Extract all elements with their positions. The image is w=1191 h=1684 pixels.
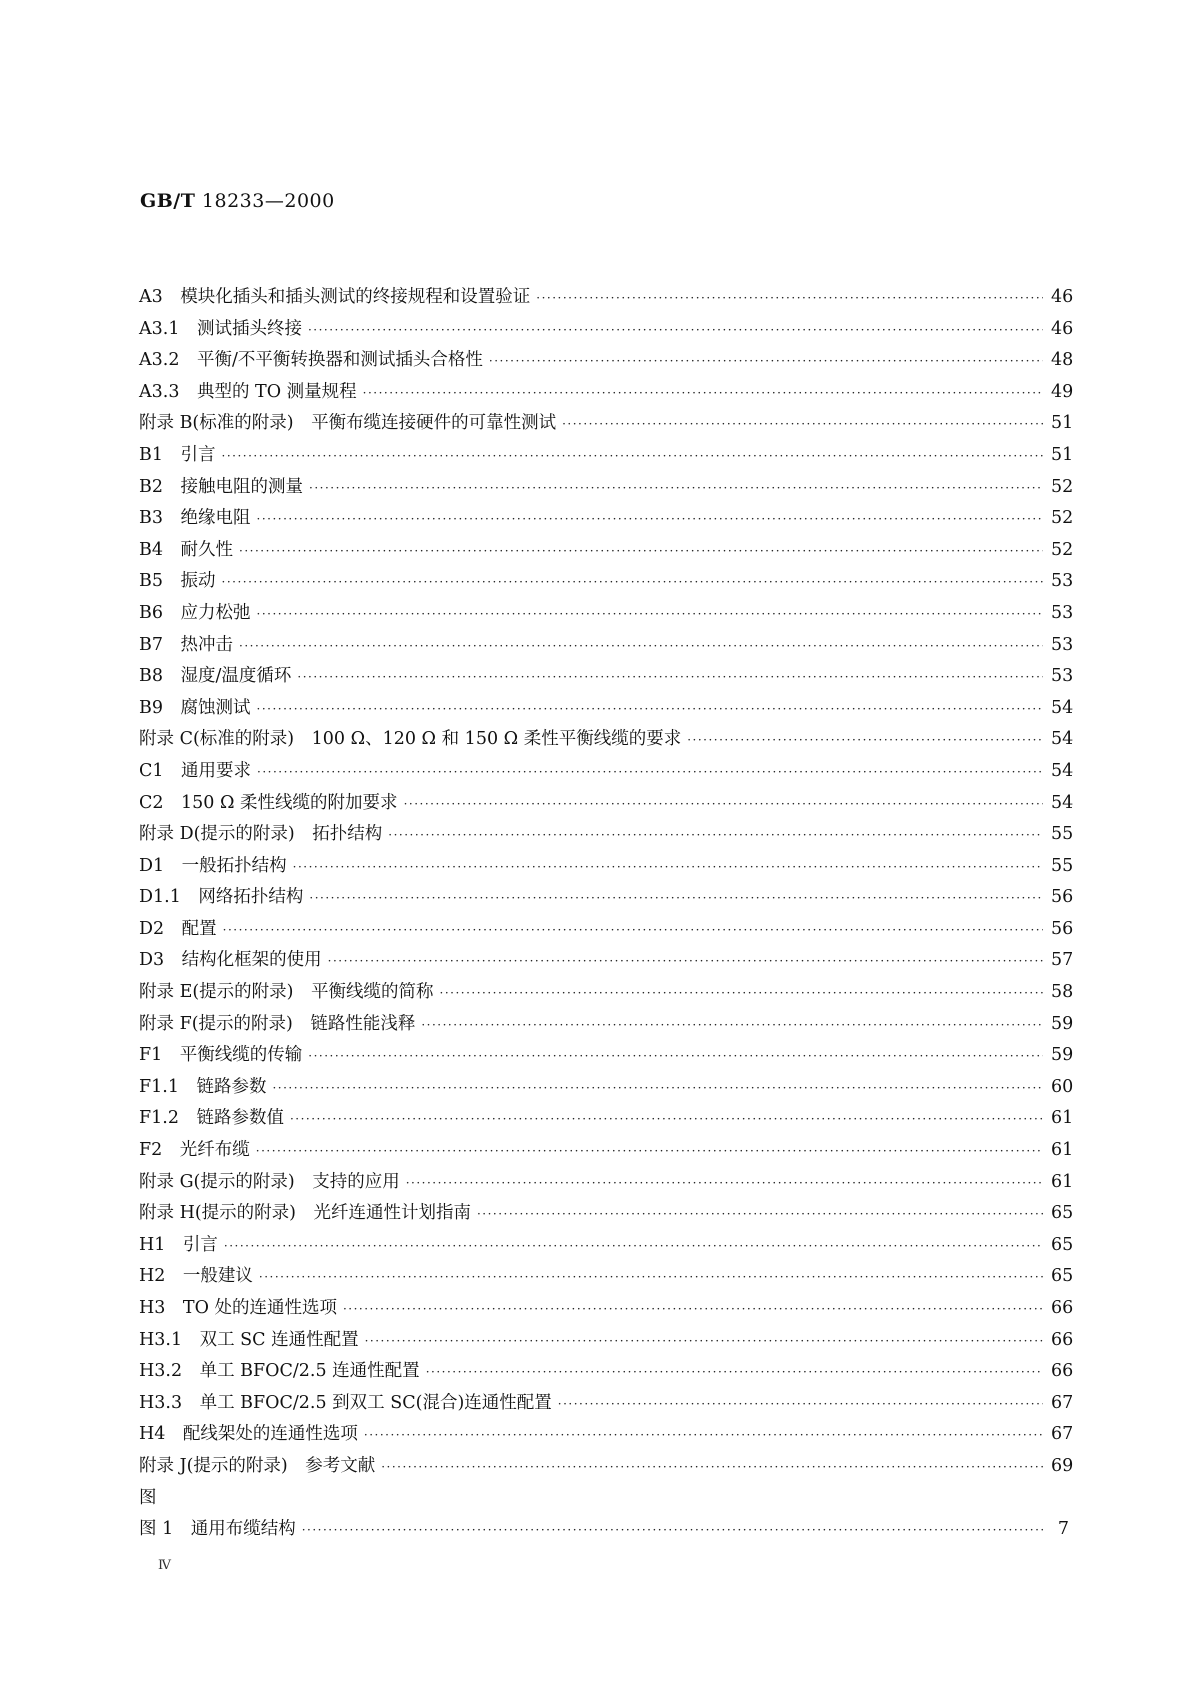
toc-entry	[139, 630, 1074, 662]
toc-leader-dots	[308, 315, 1043, 347]
toc-entry-page: 54	[1051, 792, 1074, 813]
toc-entry	[139, 566, 1074, 598]
toc-entry	[139, 1356, 1074, 1388]
toc-entry-title: B7 热冲击	[139, 634, 233, 655]
toc-entry-title: C1 通用要求	[139, 760, 252, 781]
toc-entry	[139, 598, 1074, 630]
toc-leader-dots	[388, 820, 1043, 852]
toc-entry	[139, 345, 1074, 377]
toc-leader-dots	[257, 757, 1043, 789]
toc-entry-page: 65	[1051, 1203, 1074, 1224]
toc-entry-page: 49	[1051, 381, 1074, 402]
toc-entry-page: 51	[1051, 444, 1074, 465]
toc-entry	[139, 977, 1074, 1009]
toc-entry-title: B5 振动	[139, 571, 216, 592]
toc-entry	[139, 1419, 1074, 1451]
toc-entry-title: H3.3 单工 BFOC/2.5 到双工 SC(混合)连通性配置	[139, 1392, 552, 1413]
toc-entry	[139, 1103, 1074, 1135]
toc-leader-dots	[257, 694, 1044, 726]
toc-leader-dots	[343, 1294, 1043, 1326]
toc-entry	[139, 1451, 1074, 1483]
toc-entry	[139, 1388, 1074, 1420]
toc-leader-dots	[239, 536, 1043, 568]
toc-leader-dots	[259, 1262, 1043, 1294]
toc-entry	[139, 503, 1074, 535]
toc-entry	[139, 724, 1074, 756]
toc-entry-title: A3 模块化插头和插头测试的终接规程和设置验证	[139, 287, 531, 307]
toc-entry-page: 52	[1051, 539, 1074, 560]
toc-leader-dots	[365, 1326, 1043, 1358]
toc-entry	[139, 314, 1074, 346]
toc-leader-dots	[406, 1168, 1043, 1200]
toc-entry-title: D2 配置	[139, 918, 217, 939]
toc-entry	[139, 408, 1074, 440]
toc-entry-page: 54	[1051, 729, 1074, 750]
toc-entry	[139, 693, 1074, 725]
toc-entry-page: 61	[1051, 1140, 1074, 1161]
toc-entry	[139, 945, 1074, 977]
toc-leader-dots	[536, 283, 1043, 315]
toc-entry-title: F1.2 链路参数值	[139, 1108, 284, 1129]
toc-leader-dots	[426, 1357, 1043, 1389]
toc-entry-page: 65	[1051, 1234, 1074, 1255]
toc-entry-title: H3.2 单工 BFOC/2.5 连通性配置	[139, 1361, 420, 1382]
toc-entry	[139, 914, 1074, 946]
toc-entry-page: 58	[1051, 982, 1074, 1003]
toc-entry	[139, 1514, 1069, 1546]
toc-leader-dots	[364, 1420, 1043, 1452]
toc-leader-dots	[687, 725, 1043, 757]
toc-leader-dots	[440, 978, 1044, 1010]
toc-entry-title: 附录 J(提示的附录) 参考文献	[139, 1455, 376, 1476]
toc-entry-page: 48	[1051, 350, 1074, 371]
toc-entry-page: 7	[1057, 1519, 1069, 1540]
toc-entry-page: 53	[1051, 602, 1074, 623]
toc-entry-page: 65	[1051, 1266, 1074, 1287]
toc-entry-title: B1 引言	[139, 444, 216, 465]
toc-entry	[139, 851, 1074, 883]
toc-entry-title: 附录 D(提示的附录) 拓扑结构	[139, 824, 383, 845]
toc-entry-title: 图	[139, 1487, 157, 1508]
toc-entry-title: 附录 E(提示的附录) 平衡线缆的简称	[139, 982, 434, 1003]
toc-entry-page: 66	[1051, 1329, 1074, 1350]
toc-entry-page: 46	[1051, 318, 1074, 339]
toc-entry	[139, 1135, 1074, 1167]
toc-entry-title: F1.1 链路参数	[139, 1076, 267, 1097]
toc-entry-page: 59	[1051, 1013, 1074, 1034]
toc-entry-title: 图 1 通用布缆结构	[139, 1519, 296, 1540]
toc-leader-dots	[223, 915, 1043, 947]
document-header	[140, 190, 335, 212]
toc-entry-title: F1 平衡线缆的传输	[139, 1045, 303, 1066]
toc-entry-title: B6 应力松弛	[139, 602, 251, 623]
toc-leader-dots	[257, 504, 1044, 536]
toc-entry-page: 66	[1051, 1298, 1074, 1318]
toc-leader-dots	[222, 567, 1044, 599]
toc-leader-dots	[309, 473, 1043, 505]
toc-entry-page: 52	[1051, 476, 1074, 497]
toc-entry-title: H4 配线架处的连通性选项	[139, 1424, 358, 1445]
toc-entry	[139, 882, 1074, 914]
toc-entry	[139, 819, 1074, 851]
toc-entry-title: D1.1 网络拓扑结构	[139, 887, 304, 908]
toc-entry-title: 附录 B(标准的附录) 平衡布缆连接硬件的可靠性测试	[139, 413, 557, 434]
toc-entry	[139, 440, 1074, 472]
toc-entry	[139, 1230, 1074, 1262]
toc-leader-dots	[562, 409, 1043, 441]
toc-leader-dots	[290, 1104, 1043, 1136]
toc-entry-title: H1 引言	[139, 1234, 218, 1255]
toc-entry-title: A3.3 典型的 TO 测量规程	[139, 381, 357, 402]
toc-leader-dots	[302, 1515, 1043, 1547]
toc-entry-page: 59	[1051, 1045, 1074, 1066]
toc-entry	[139, 788, 1074, 820]
toc-entry-title: F2 光纤布缆	[139, 1140, 250, 1161]
toc-entry-page: 46	[1051, 287, 1074, 307]
standard-number: 18233—2000	[201, 190, 335, 212]
toc-leader-dots	[489, 346, 1043, 378]
toc-entry-page: 53	[1051, 571, 1074, 592]
toc-entry	[139, 661, 1074, 693]
toc-entry	[139, 1261, 1074, 1293]
toc-entry-page: 60	[1051, 1076, 1074, 1097]
toc-leader-dots	[257, 599, 1044, 631]
toc-entry-page: 55	[1051, 824, 1074, 845]
toc-entry-page: 53	[1051, 666, 1074, 687]
toc-entry	[139, 1325, 1074, 1357]
toc-leader-dots	[308, 1041, 1043, 1073]
toc-leader-dots	[239, 631, 1043, 663]
toc-leader-dots	[222, 441, 1044, 473]
toc-entry-title: B2 接触电阻的测量	[139, 476, 303, 497]
toc-leader-dots	[558, 1389, 1043, 1421]
toc-entry	[139, 377, 1074, 409]
toc-entry-title: H3.1 双工 SC 连通性配置	[139, 1329, 359, 1350]
toc-leader-dots	[256, 1136, 1043, 1168]
toc-entry	[139, 1293, 1074, 1325]
toc-entry-page: 67	[1051, 1392, 1074, 1413]
toc-leader-dots	[297, 662, 1043, 694]
toc-entry-page: 61	[1051, 1108, 1074, 1129]
toc-entry	[139, 1072, 1074, 1104]
toc-entry-title: B8 湿度/温度循环	[139, 666, 292, 687]
toc-entry-page: 55	[1051, 855, 1074, 876]
toc-entry	[139, 535, 1074, 567]
toc-entry	[139, 1167, 1074, 1199]
toc-entry-page: 67	[1051, 1424, 1074, 1445]
toc-entry-title: D1 一般拓扑结构	[139, 855, 287, 876]
toc-entry	[139, 472, 1074, 504]
toc-entry-page: 54	[1051, 697, 1074, 718]
toc-entry-title: D3 结构化框架的使用	[139, 950, 322, 971]
toc-entry	[139, 282, 1074, 314]
toc-entry-page: 54	[1051, 760, 1074, 781]
toc-entry-title: H2 一般建议	[139, 1266, 253, 1287]
toc-entry-title: 附录 F(提示的附录) 链路性能浅释	[139, 1013, 416, 1034]
toc-entry-title: A3.2 平衡/不平衡转换器和测试插头合格性	[139, 350, 483, 371]
toc-entry-title: 附录 G(提示的附录) 支持的应用	[139, 1171, 400, 1192]
toc-entry-title: 附录 H(提示的附录) 光纤连通性计划指南	[139, 1203, 471, 1224]
toc-entry-title: H3 TO 处的连通性选项	[139, 1298, 337, 1318]
toc-entry-page: 57	[1051, 950, 1074, 971]
toc-entry	[139, 1483, 1069, 1515]
toc-leader-dots	[272, 1073, 1043, 1105]
toc-entry-title: 附录 C(标准的附录) 100 Ω、120 Ω 和 150 Ω 柔性平衡线缆的要求	[139, 729, 682, 750]
toc-leader-dots	[309, 883, 1043, 915]
table-of-contents	[139, 282, 1074, 1546]
toc-leader-dots	[293, 852, 1043, 884]
toc-entry-page: 53	[1051, 634, 1074, 655]
toc-leader-dots	[477, 1199, 1043, 1231]
toc-entry-page: 52	[1051, 508, 1074, 529]
toc-entry-page: 56	[1051, 918, 1074, 939]
toc-entry-title: B3 绝缘电阻	[139, 508, 251, 529]
toc-leader-dots	[421, 1010, 1043, 1042]
toc-entry-title: B4 耐久性	[139, 539, 233, 560]
page-number: Ⅳ	[158, 1558, 171, 1573]
toc-entry-page: 69	[1051, 1455, 1074, 1476]
toc-leader-dots	[328, 946, 1043, 978]
toc-entry-page: 66	[1051, 1361, 1074, 1382]
toc-leader-dots	[224, 1231, 1043, 1263]
standard-code: GB/T	[140, 190, 196, 212]
toc-entry-title: A3.1 测试插头终接	[139, 318, 302, 339]
toc-entry-page: 56	[1051, 887, 1074, 908]
toc-leader-dots	[381, 1452, 1043, 1484]
toc-entry-page: 51	[1051, 413, 1074, 434]
toc-entry-title: C2 150 Ω 柔性线缆的附加要求	[139, 792, 398, 813]
toc-entry-title: B9 腐蚀测试	[139, 697, 251, 718]
toc-entry	[139, 1040, 1074, 1072]
toc-leader-dots	[404, 789, 1043, 821]
toc-entry	[139, 756, 1074, 788]
toc-entry-page: 61	[1051, 1171, 1074, 1192]
toc-entry	[139, 1009, 1074, 1041]
toc-entry	[139, 1198, 1074, 1230]
toc-leader-dots	[363, 378, 1043, 410]
